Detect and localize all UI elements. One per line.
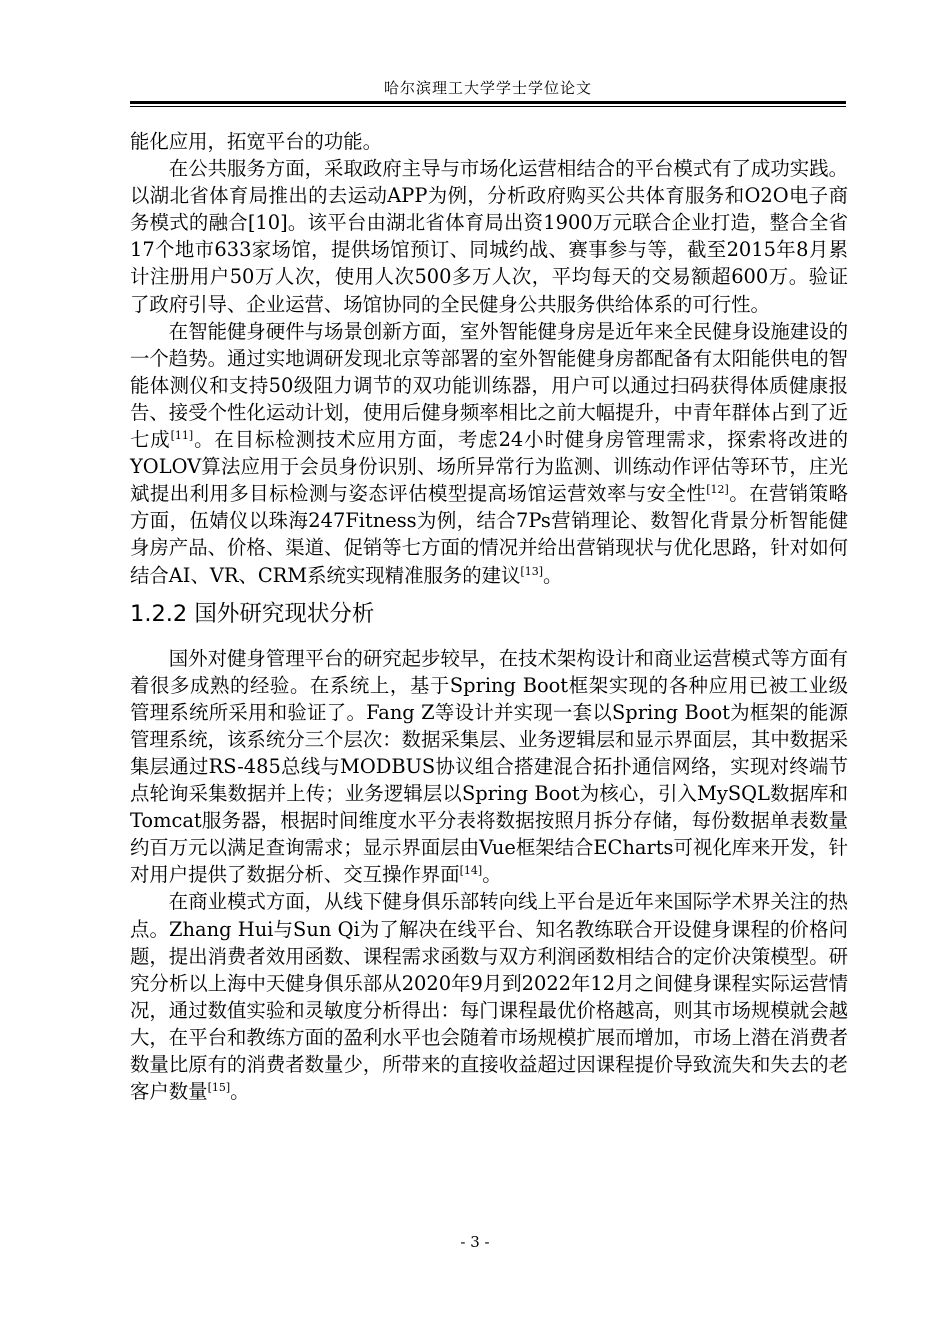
header-rule-thick [130,101,846,104]
paragraph-smart-fitness [130,318,848,589]
paragraph-text: 。在营销策略方面，伍婧仪以珠海247Fitness为例，结合7Ps营销理论、数智化背景分析智能健身房产品、价格、渠道、促销等七方面的情况并给出营销现状与优化思路，针对如何结合AI、VR、CRM系统实现精准服务的建议 [130,482,849,587]
paragraph-continuation: 能化应用，拓宽平台的功能。 [130,130,383,153]
citation-12: [12] [706,483,729,497]
paragraph-text: 国外对健身管理平台的研究起步较早，在技术架构设计和商业运营模式等方面有着很多成熟的经验。在系统上，基于Spring Boot框架实现的各种应用已被工业级管理系统所采用和验证了。Fang Z等设计并实现一套以Spring Boot为框架的能源管理系统，该系统分三个层次：数据采集层、业务逻辑层和显示界面层，其中数据采集层通过RS-485总线与MODBUS协议组合搭建混合拓扑通信网络，实现对终端节点轮询采集数据并上传；业务逻辑层以Spring Boot为核心，引入MySQL数据库和Tomcat服务器，根据时间维度水平分表将数据按照月拆分存储，每份数据单表数量约百万元以满足查询需求；显示界面层由Vue框架结合ECharts可视化库来开发，针对用户提供了数据分析、交互操作界面 [130,646,848,887]
paragraph-text: 。 [482,863,502,887]
paragraph-business-model [130,888,848,1105]
paragraph-text: 。 [543,563,563,587]
page-body [130,128,848,1105]
citation-15: [15] [207,1081,231,1095]
paragraph-public-service: 在公共服务方面，采取政府主导与市场化运营相结合的平台模式有了成功实践。以湖北省体育局推出的去运动APP为例，分析政府购买公共体育服务和O2O电子商务模式的融合[10]。该平台由湖北省体育局出资1900万元联合企业打造，整合全省17个地市633家场馆，提供场馆预订、同城约战、赛事参与等，截至2015年8月累计注册用户50万人次，使用人次500多万人次，平均每天的交易额超600万。验证了政府引导、企业运营、场馆协同的全民健身公共服务供给体系的可行性。 [130,157,848,316]
citation-14: [14] [459,864,483,878]
running-header: 哈尔滨理工大学学士学位论文 [383,79,592,97]
citation-11: [11] [170,429,194,443]
header-rule-thin [130,106,846,107]
paragraph-text: 在商业模式方面，从线下健身俱乐部转向线上平台是近年来国际学术界关注的热点。Zhang Hui与Sun Qi为了解决在线平台、知名教练联合开设健身课程的价格问题，提出消费者效用函数、课程需求函数与双方利润函数相结合的定价决策模型。研究分析以上海中天健身俱乐部从2020年9月到2022年12月之间健身课程实际运营情况，通过数值实验和灵敏度分析得出：每门课程最优价格越高，则其市场规模就会越大，在平台和教练方面的盈利水平也会随着市场规模扩展而增加，市场上潜在消费者数量比原有的消费者数量少，所带来的直接收益超过因课程提价导致流失和失去的老客户数量 [130,890,848,1104]
paragraph-text: 。在目标检测技术应用方面，考虑24小时健身房管理需求，探索将改进的YOLOV算法应用于会员身份识别、场所异常行为监测、训练动作评估等环节，庄光斌提出利用多目标检测与姿态评估模型提高场馆运营效率与安全性 [130,428,848,506]
paragraph-foreign-research [130,645,848,889]
citation-13: [13] [520,564,544,578]
paragraph-text: 在智能健身硬件与场景创新方面，室外智能健身房是近年来全民健身设施建设的一个趋势。通过实地调研发现北京等部署的室外智能健身房都配备有太阳能供电的智能体测仪和支持50级阻力调节的双功能训练器，用户可以通过扫码获得体质健康报告、接受个性化运动计划，使用后健身频率相比之前大幅提升，中青年群体占到了近七成 [130,319,848,452]
paragraph-text: 。 [230,1080,250,1104]
section-heading: 1.2.2 国外研究现状分析 [130,600,375,627]
page-number: - 3 - [460,1233,490,1251]
